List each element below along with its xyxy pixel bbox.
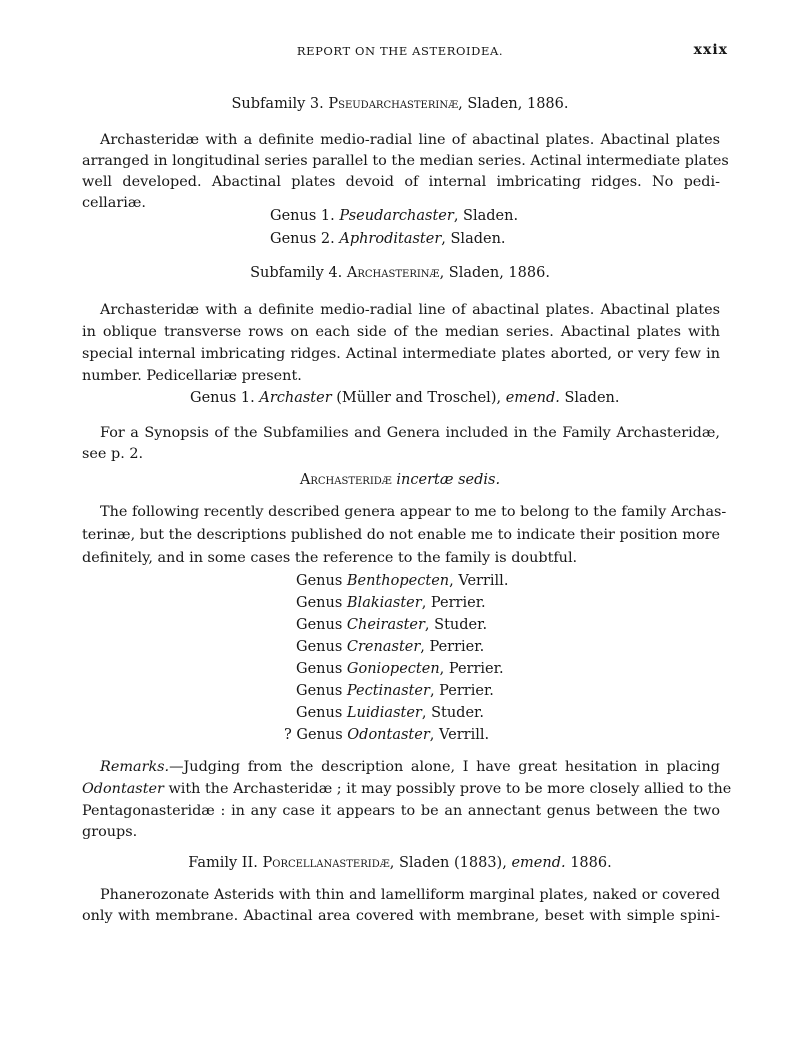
genus-name: Crenaster [346,639,421,655]
subfamily-4-heading [0,265,800,281]
genus-name: Luidiaster [346,705,422,721]
sub4-text-line: special internal imbricating ridges. Actinal intermediate plates aborted, or very few in [82,346,720,362]
remarks-text: —Judging from the description alone, I have great hesitation in placing [169,759,720,775]
incertae-genus [296,683,494,699]
genus-prefix: Genus [296,617,347,633]
incertae-genus [296,639,484,655]
page-number: xxix [693,42,728,58]
incertae-label: incertæ sedis. [396,472,501,488]
genus-author: , Verrill. [429,727,490,743]
genus-prefix: Genus [296,573,347,589]
emend-label: emend. [505,390,560,406]
incertae-text-line: terinæ, but the descriptions published do not enable me to indicate their position more [82,527,720,543]
sub3-text-line: well developed. Abactinal plates devoid of internal imbricating ridges. No pedi- [82,174,720,190]
genus-prefix: Genus [296,705,347,721]
family-2-prefix: Family II. [188,855,263,871]
genus-name: Benthopecten [346,573,450,589]
running-title: REPORT ON THE ASTEROIDEA. [296,44,504,58]
genus-author: , Verrill. [449,573,509,589]
incertae-genus [296,705,484,721]
genus-prefix: Genus 1. [270,208,340,224]
sub4-text-line: Archasteridæ with a definite medio-radial line of abactinal plates. Abactinal plates [100,302,720,318]
remarks-line: Pentagonasteridæ : in any case it appears to be an annectant genus between the two [82,803,720,819]
remarks-text: with the Archasteridæ ; it may possibly prove to be more closely allied to the [163,781,732,797]
sub3-text-line: Archasteridæ with a definite medio-radial line of abactinal plates. Abactinal plates [100,132,720,148]
family-2-heading [0,855,800,871]
genus-author: , Perrier. [420,639,485,655]
subfamily-3-heading [0,96,800,112]
remarks-line [100,757,720,777]
genus-name: Odontaster [347,727,430,743]
incertae-genus [284,727,489,743]
genus-name: Pectinaster [346,683,430,699]
genus-prefix: Genus 2. [270,231,340,247]
sub4-text-line: number. Pedicellariæ present. [82,368,302,384]
subfamily-4-name: Archasterinæ [346,265,440,281]
synopsis-line: see p. 2. [82,446,144,462]
genus-prefix: Genus [296,661,347,677]
genus-author-suffix: Sladen. [559,390,620,406]
sub4-genus-1 [190,390,620,406]
remarks-line [82,779,732,799]
genus-author: , Perrier. [421,595,486,611]
genus-name: Pseudarchaster [339,208,454,224]
subfamily-3-prefix: Subfamily 3. [231,96,329,112]
genus-author: , Perrier. [439,661,504,677]
genus-name: Aphroditaster [339,231,442,247]
genus-name: Blakiaster [346,595,422,611]
genus-name: Cheiraster [346,617,425,633]
subfamily-3-suffix: , Sladen, 1886. [458,96,569,112]
incertae-text-line: The following recently described genera appear to me to belong to the family Archas- [100,504,727,520]
sub3-genus-1 [270,208,518,224]
family-2-year: 1886. [565,855,612,871]
incertae-genus [296,595,486,611]
incertae-genus [296,661,504,677]
genus-name: Archaster [259,390,332,406]
remarks-label: Remarks. [100,759,170,775]
incertae-family-name: Archasteridæ [299,472,392,488]
incertae-genus [296,573,508,589]
genus-prefix: ? Genus [284,727,348,743]
sub4-text-line: in oblique transverse rows on each side of the median series. Abactinal plates with [82,324,720,340]
incertae-genus [296,617,487,633]
synopsis-line: For a Synopsis of the Subfamilies and Genera included in the Family Archasteridæ, [100,425,720,441]
remarks-genus-name: Odontaster [82,781,164,797]
genus-author: , Studer. [424,617,488,633]
incertae-text-line: definitely, and in some cases the reference to the family is doubtful. [82,550,578,566]
subfamily-3-name: Pseudarchasterinæ [328,96,459,112]
subfamily-4-prefix: Subfamily 4. [250,265,347,281]
genus-author: , Sladen. [453,208,519,224]
family-2-text-line: only with membrane. Abactinal area covered with membrane, beset with simple spini- [82,908,720,924]
genus-prefix: Genus [296,683,347,699]
genus-prefix: Genus [296,639,347,655]
incertae-heading [0,472,800,488]
sub3-text-line: cellariæ. [82,195,146,211]
genus-prefix: Genus [296,595,347,611]
genus-author: , Perrier. [429,683,494,699]
subfamily-4-suffix: , Sladen, 1886. [439,265,550,281]
genus-author: , Sladen. [441,231,506,247]
family-2-text-line: Phanerozonate Asterids with thin and lamelliform marginal plates, naked or covered [100,887,720,903]
family-2-name: Porcellanasteridæ [262,855,390,871]
genus-author: , Studer. [421,705,484,721]
sub3-genus-2 [270,231,506,247]
family-2-author: , Sladen (1883), [389,855,512,871]
remarks-line: groups. [82,824,138,840]
genus-name: Goniopecten [346,661,440,677]
emend-label: emend. [511,855,566,871]
genus-prefix: Genus 1. [190,390,260,406]
sub3-text-line: arranged in longitudinal series parallel to the median series. Actinal intermediate plates [82,153,729,169]
genus-author: (Müller and Troschel), [331,390,506,406]
